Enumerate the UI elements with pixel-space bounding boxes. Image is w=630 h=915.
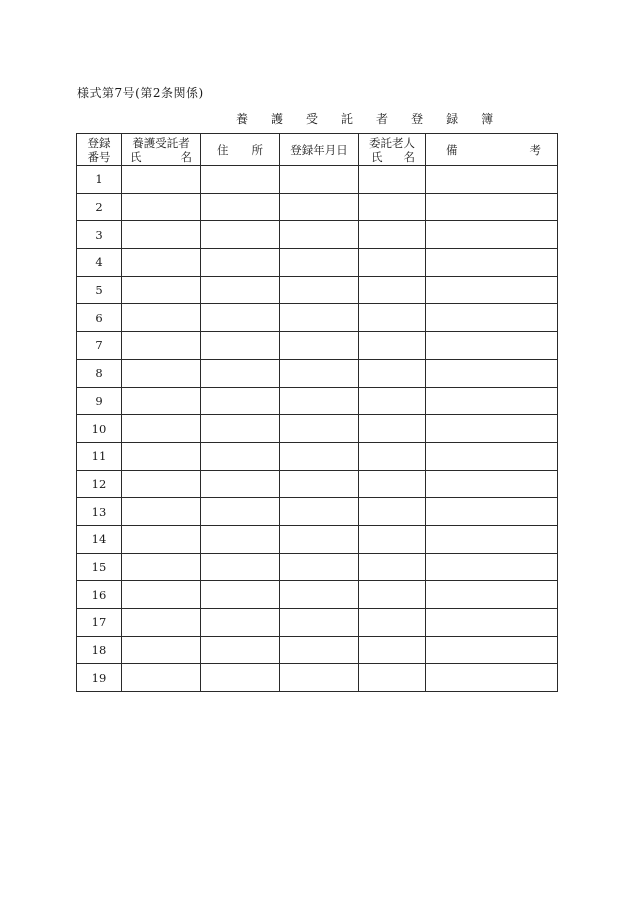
- table-row: [77, 276, 558, 304]
- header-elder-given: 名: [403, 149, 415, 164]
- elder-name-cell[interactable]: [359, 276, 426, 304]
- registration-date-cell[interactable]: [280, 609, 359, 637]
- caretaker-name-cell[interactable]: [122, 415, 201, 443]
- remarks-cell[interactable]: [426, 387, 558, 415]
- address-cell[interactable]: [201, 525, 280, 553]
- caretaker-name-cell[interactable]: [122, 332, 201, 360]
- table-row: [77, 304, 558, 332]
- registration-number-cell: 19: [77, 664, 122, 692]
- registration-number-cell: 1: [77, 166, 122, 194]
- registration-date-cell[interactable]: [280, 664, 359, 692]
- header-number-line1: 登録: [87, 135, 111, 150]
- caretaker-name-cell[interactable]: [122, 525, 201, 553]
- header-registration-number: [77, 134, 122, 166]
- address-cell[interactable]: [201, 636, 280, 664]
- elder-name-cell[interactable]: [359, 387, 426, 415]
- remarks-cell[interactable]: [426, 166, 558, 194]
- registration-date-cell[interactable]: [280, 304, 359, 332]
- remarks-cell[interactable]: [426, 193, 558, 221]
- registration-date-cell[interactable]: [280, 387, 359, 415]
- registration-date-cell[interactable]: [280, 221, 359, 249]
- table-row: [77, 609, 558, 637]
- elder-name-cell[interactable]: [359, 498, 426, 526]
- document-title: 養 護 受 託 者 登 録 簿: [236, 112, 503, 126]
- caretaker-name-cell[interactable]: [122, 498, 201, 526]
- registration-date-cell[interactable]: [280, 249, 359, 277]
- registration-number-cell: 5: [77, 276, 122, 304]
- header-elder-surname: 氏: [371, 149, 383, 164]
- remarks-cell[interactable]: [426, 304, 558, 332]
- table-row: [77, 553, 558, 581]
- table-row: [77, 332, 558, 360]
- registration-number-cell: 14: [77, 525, 122, 553]
- remarks-cell[interactable]: [426, 498, 558, 526]
- remarks-cell[interactable]: [426, 276, 558, 304]
- remarks-cell[interactable]: [426, 664, 558, 692]
- table-row: [77, 470, 558, 498]
- remarks-cell[interactable]: [426, 553, 558, 581]
- caretaker-name-cell[interactable]: [122, 193, 201, 221]
- address-cell[interactable]: [201, 193, 280, 221]
- registration-number-cell: 9: [77, 387, 122, 415]
- registration-date-cell[interactable]: [280, 553, 359, 581]
- registration-date-cell[interactable]: [280, 498, 359, 526]
- table-row: [77, 359, 558, 387]
- elder-name-cell[interactable]: [359, 221, 426, 249]
- registration-date-cell[interactable]: [280, 581, 359, 609]
- remarks-cell[interactable]: [426, 525, 558, 553]
- caretaker-name-cell[interactable]: [122, 359, 201, 387]
- table-row: [77, 249, 558, 277]
- elder-name-cell[interactable]: [359, 193, 426, 221]
- caretaker-name-cell[interactable]: [122, 221, 201, 249]
- elder-name-cell[interactable]: [359, 636, 426, 664]
- header-elder-line1: 委託老人: [369, 135, 415, 150]
- elder-name-cell[interactable]: [359, 249, 426, 277]
- remarks-cell[interactable]: [426, 359, 558, 387]
- header-address-a: 住: [217, 142, 229, 157]
- registration-date-cell[interactable]: [280, 276, 359, 304]
- table-row: [77, 221, 558, 249]
- header-caretaker-name: [122, 134, 201, 166]
- address-cell[interactable]: [201, 221, 280, 249]
- caretaker-name-cell[interactable]: [122, 166, 201, 194]
- table-row: [77, 498, 558, 526]
- caretaker-name-cell[interactable]: [122, 249, 201, 277]
- caretaker-name-cell[interactable]: [122, 387, 201, 415]
- header-remarks-b: 考: [529, 142, 541, 157]
- remarks-cell[interactable]: [426, 609, 558, 637]
- registration-date-cell[interactable]: [280, 442, 359, 470]
- table-row: [77, 664, 558, 692]
- caretaker-name-cell[interactable]: [122, 470, 201, 498]
- table-row: [77, 525, 558, 553]
- registration-number-cell: 16: [77, 581, 122, 609]
- header-caretaker-given: 名: [180, 149, 192, 164]
- table-header-row: [77, 134, 558, 166]
- elder-name-cell[interactable]: [359, 415, 426, 443]
- registration-date-cell[interactable]: [280, 166, 359, 194]
- address-cell[interactable]: [201, 276, 280, 304]
- registration-number-cell: 3: [77, 221, 122, 249]
- address-cell[interactable]: [201, 415, 280, 443]
- address-cell[interactable]: [201, 442, 280, 470]
- caretaker-name-cell[interactable]: [122, 664, 201, 692]
- table-row: [77, 387, 558, 415]
- caretaker-name-cell[interactable]: [122, 581, 201, 609]
- table-row: [77, 442, 558, 470]
- address-cell[interactable]: [201, 498, 280, 526]
- table-row: [77, 415, 558, 443]
- registration-number-cell: 10: [77, 415, 122, 443]
- address-cell[interactable]: [201, 553, 280, 581]
- remarks-cell[interactable]: [426, 442, 558, 470]
- address-cell[interactable]: [201, 304, 280, 332]
- registration-date-cell[interactable]: [280, 359, 359, 387]
- address-cell[interactable]: [201, 470, 280, 498]
- address-cell[interactable]: [201, 387, 280, 415]
- header-caretaker-line1: 養護受託者: [132, 135, 190, 150]
- header-number-line2: 番号: [87, 149, 111, 164]
- address-cell[interactable]: [201, 166, 280, 194]
- elder-name-cell[interactable]: [359, 525, 426, 553]
- registration-date-cell[interactable]: [280, 415, 359, 443]
- caretaker-name-cell[interactable]: [122, 636, 201, 664]
- registration-date-cell[interactable]: [280, 525, 359, 553]
- registration-number-cell: 18: [77, 636, 122, 664]
- registration-date-cell[interactable]: [280, 470, 359, 498]
- elder-name-cell[interactable]: [359, 359, 426, 387]
- registration-number-cell: 4: [77, 249, 122, 277]
- address-cell[interactable]: [201, 249, 280, 277]
- elder-name-cell[interactable]: [359, 332, 426, 360]
- header-remarks: [426, 134, 558, 166]
- address-cell[interactable]: [201, 332, 280, 360]
- remarks-cell[interactable]: [426, 332, 558, 360]
- register-table: [76, 133, 558, 692]
- caretaker-name-cell[interactable]: [122, 276, 201, 304]
- registration-date-cell[interactable]: [280, 636, 359, 664]
- header-entrusted-elder-name: [359, 134, 426, 166]
- registration-number-cell: 12: [77, 470, 122, 498]
- header-registration-date: [280, 134, 359, 166]
- registration-number-cell: 7: [77, 332, 122, 360]
- table-row: [77, 166, 558, 194]
- elder-name-cell[interactable]: [359, 664, 426, 692]
- header-remarks-a: 備: [446, 142, 458, 157]
- elder-name-cell[interactable]: [359, 166, 426, 194]
- elder-name-cell[interactable]: [359, 304, 426, 332]
- address-cell[interactable]: [201, 581, 280, 609]
- registration-number-cell: 8: [77, 359, 122, 387]
- table-row: [77, 193, 558, 221]
- registration-number-cell: 2: [77, 193, 122, 221]
- form-number-label: 様式第7号(第2条関係): [77, 86, 204, 100]
- caretaker-name-cell[interactable]: [122, 442, 201, 470]
- registration-number-cell: 15: [77, 553, 122, 581]
- remarks-cell[interactable]: [426, 470, 558, 498]
- registration-date-cell[interactable]: [280, 332, 359, 360]
- table-row: [77, 581, 558, 609]
- registration-date-cell[interactable]: [280, 193, 359, 221]
- registration-number-cell: 17: [77, 609, 122, 637]
- remarks-cell[interactable]: [426, 581, 558, 609]
- registration-number-cell: 11: [77, 442, 122, 470]
- caretaker-name-cell[interactable]: [122, 304, 201, 332]
- header-caretaker-surname: 氏: [130, 149, 142, 164]
- elder-name-cell[interactable]: [359, 553, 426, 581]
- elder-name-cell[interactable]: [359, 609, 426, 637]
- registration-number-cell: 13: [77, 498, 122, 526]
- header-address-b: 所: [251, 142, 263, 157]
- register-table-body: [77, 166, 558, 692]
- address-cell[interactable]: [201, 664, 280, 692]
- address-cell[interactable]: [201, 609, 280, 637]
- elder-name-cell[interactable]: [359, 581, 426, 609]
- caretaker-name-cell[interactable]: [122, 609, 201, 637]
- remarks-cell[interactable]: [426, 415, 558, 443]
- elder-name-cell[interactable]: [359, 470, 426, 498]
- remarks-cell[interactable]: [426, 249, 558, 277]
- address-cell[interactable]: [201, 359, 280, 387]
- remarks-cell[interactable]: [426, 636, 558, 664]
- elder-name-cell[interactable]: [359, 442, 426, 470]
- header-address: [201, 134, 280, 166]
- remarks-cell[interactable]: [426, 221, 558, 249]
- table-row: [77, 636, 558, 664]
- caretaker-name-cell[interactable]: [122, 553, 201, 581]
- registration-number-cell: 6: [77, 304, 122, 332]
- header-registration-date-label: 登録年月日: [290, 142, 348, 157]
